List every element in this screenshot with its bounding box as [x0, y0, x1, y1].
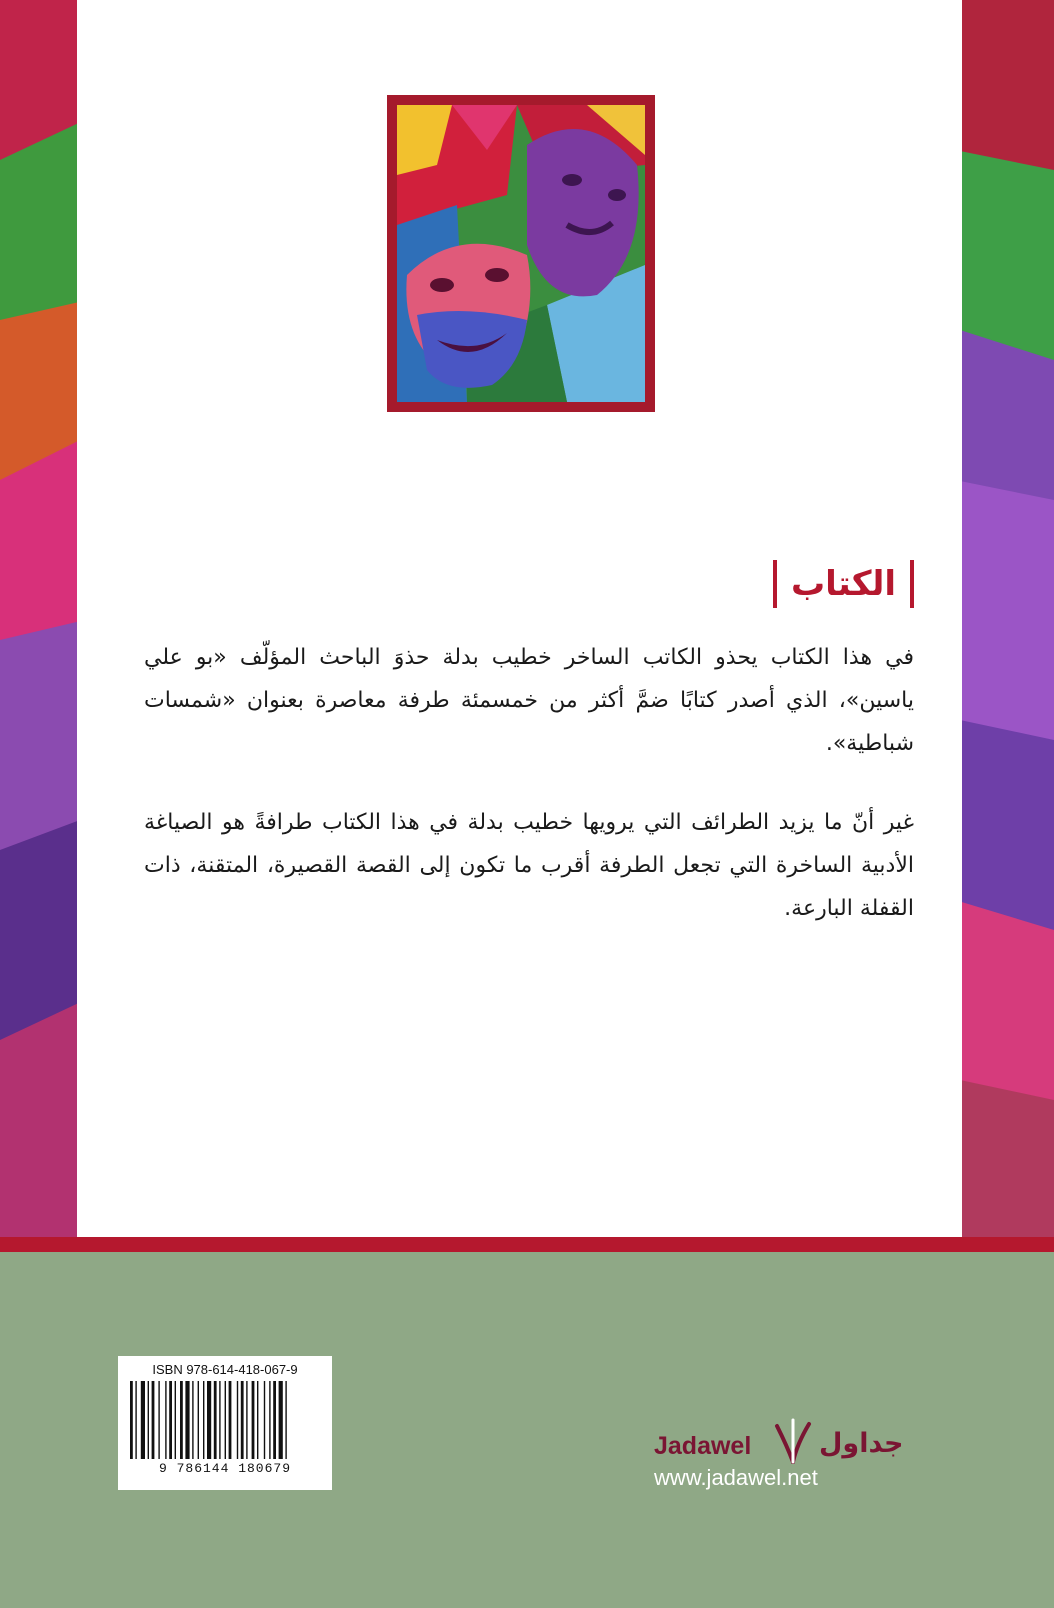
publisher-name-arabic: جداول: [819, 1428, 904, 1459]
barcode-bar: [192, 1381, 193, 1459]
barcode-number: 9 786144 180679: [158, 1461, 292, 1476]
barcode-bar: [165, 1381, 166, 1459]
publisher-name-latin: Jadawel: [654, 1432, 752, 1460]
barcode-bar: [279, 1381, 283, 1459]
masks-illustration: [397, 105, 645, 402]
section-heading: [773, 556, 914, 612]
barcode-bar: [141, 1381, 145, 1459]
barcode-bar: [203, 1381, 204, 1459]
wheat-icon: [773, 1418, 813, 1464]
heading-bar-left: [773, 560, 777, 608]
description-paragraph-1: في هذا الكتاب يحذو الكاتب الساخر خطيب بدلة حذوَ الباحث المؤلّف «بو علي ياسين»، الذي أصدر كتابًا ضمَّ أكثر من خمسمئة طرفة معاصرة بعنوان «شمسات شباطية».: [144, 645, 914, 756]
description-paragraph-2: غير أنّ ما يزيد الطرائف التي يرويها خطيب بدلة في هذا الكتاب طرافةً هو الصياغة الأدبية الساخرة التي تجعل الطرفة أقرب ما تكون إلى القصة القصيرة، المتقنة، ذات القفلة البارعة.: [144, 810, 914, 921]
barcode-bar: [169, 1381, 172, 1459]
cover-thumbnail: [387, 95, 655, 412]
barcode-bar: [135, 1381, 136, 1459]
barcode-bar: [198, 1381, 199, 1459]
red-divider: [0, 1237, 1054, 1252]
heading-bar-right: [910, 560, 914, 608]
publisher-logo: [654, 1418, 914, 1498]
barcode-bar: [207, 1381, 211, 1459]
barcode-bar: [180, 1381, 183, 1459]
barcode-bar: [241, 1381, 244, 1459]
barcode-bar: [152, 1381, 155, 1459]
barcode-bar: [148, 1381, 149, 1459]
publisher-website: www.jadawel.net: [654, 1465, 818, 1490]
barcode-bar: [225, 1381, 226, 1459]
barcode-bar: [130, 1381, 133, 1459]
barcode-bar: [252, 1381, 255, 1459]
barcode-bar: [246, 1381, 247, 1459]
isbn-label: ISBN 978-614-418-067-9: [152, 1362, 298, 1377]
barcode-bar: [269, 1381, 270, 1459]
barcode-bar: [264, 1381, 265, 1459]
barcode-bar: [185, 1381, 189, 1459]
barcode-bar: [257, 1381, 258, 1459]
barcode-bar: [219, 1381, 220, 1459]
barcode-bar: [229, 1381, 232, 1459]
isbn-barcode: [118, 1356, 332, 1490]
barcode-bar: [175, 1381, 176, 1459]
barcode-bar: [285, 1381, 286, 1459]
barcode-bar: [273, 1381, 276, 1459]
barcode-bar: [237, 1381, 238, 1459]
heading-text: الكتاب: [790, 564, 896, 604]
barcode-bar: [214, 1381, 217, 1459]
barcode-bar: [158, 1381, 159, 1459]
barcode-bars: [126, 1381, 324, 1459]
